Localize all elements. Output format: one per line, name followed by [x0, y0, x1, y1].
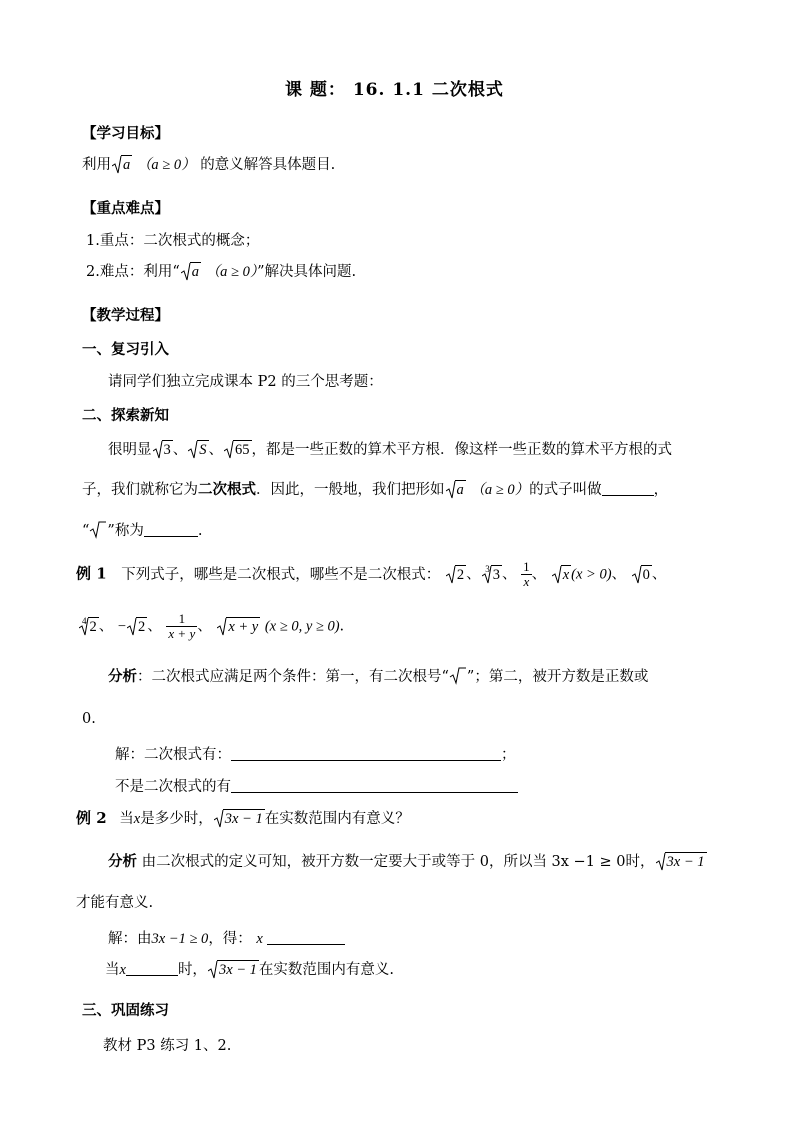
- expr-sqrt-x-plus-y: [217, 617, 260, 637]
- fill-blank[interactable]: [602, 481, 654, 496]
- expr-sqrt-2: [446, 565, 466, 585]
- expr-neg-sqrt-2: [127, 617, 147, 637]
- fill-blank[interactable]: [267, 930, 345, 945]
- part1-text: 请同学们独立完成课本 P2 的三个思考题：: [108, 374, 383, 390]
- condition: （a ≥ 0）: [205, 264, 258, 280]
- solution-2-label: 不是二次根式的有: [115, 779, 231, 795]
- key-point-1: 1.重点：二次根式的概念；: [86, 233, 260, 249]
- example1-solution-1: [115, 745, 516, 765]
- radicand: 2: [89, 618, 97, 635]
- quote-open: “: [82, 523, 90, 539]
- analysis-text-2: ”；第二，被开方数是正数或: [466, 669, 649, 685]
- solution-1-label: 解：二次根式有：: [115, 747, 231, 763]
- example1-solution-2: [115, 777, 518, 797]
- radicand: 0: [642, 566, 650, 583]
- analysis-label: 分析: [108, 668, 137, 685]
- part1-heading: 一、复习引入: [82, 341, 169, 358]
- expr-sqrt-x: [552, 565, 571, 585]
- radicand: 2: [138, 618, 146, 635]
- expr-sqrt-0: [632, 565, 652, 585]
- example2-line: [76, 808, 410, 829]
- analysis-text: 由二次根式的定义可知，被开方数一定要大于或等于 0，所以当 3x −1 ≥ 0时，: [141, 854, 655, 870]
- numerator: 1: [166, 612, 197, 627]
- part2-para1: [108, 440, 672, 460]
- separator: 、: [531, 566, 547, 583]
- separator: 、: [197, 618, 212, 635]
- solution-mid: ，得：: [208, 931, 252, 947]
- expr-frac-1-x: [521, 560, 532, 589]
- variable: x: [256, 931, 263, 947]
- separator: 、: [147, 618, 162, 635]
- example2-analysis-cont: 才能有意义.: [76, 895, 154, 911]
- radicand: a: [123, 157, 131, 173]
- sqrt-65: [224, 440, 252, 460]
- para1-post: ，都是一些正数的算术平方根．像这样一些正数的算术平方根的式: [251, 442, 672, 458]
- para3-post: ”称为: [107, 523, 144, 539]
- radicand: 3x − 1: [224, 811, 263, 827]
- conclusion-mid: 时，: [177, 962, 207, 978]
- radicand: 3x − 1: [218, 962, 257, 978]
- part2-heading: 二、探索新知: [82, 407, 169, 424]
- expr-frac-1-xy: [166, 612, 197, 641]
- radicand: 3: [492, 566, 500, 583]
- separator: 、: [502, 566, 517, 583]
- separator: 、: [98, 618, 114, 635]
- example2-solution: [108, 929, 345, 949]
- radicand: 3x − 1: [666, 854, 705, 870]
- example2-mid: 是多少时，: [140, 811, 213, 827]
- objective-pre: 利用: [82, 157, 111, 173]
- numerator: 1: [523, 559, 530, 574]
- radicand: 2: [456, 566, 465, 583]
- para3-end: .: [197, 523, 203, 539]
- root-index: 3: [485, 563, 490, 574]
- conclusion-post: 在实数范围内有意义.: [258, 962, 395, 978]
- solution-pre: 解：由: [108, 931, 152, 947]
- example2-conclusion: [105, 960, 394, 980]
- variable: x: [133, 811, 141, 827]
- separator: 、: [208, 442, 223, 458]
- radicand: 65: [235, 442, 250, 458]
- example1-analysis-cont: 0.: [82, 711, 96, 727]
- example2-pre: 当: [119, 811, 134, 827]
- expr-sqrt-3x-1: [656, 852, 707, 872]
- fill-blank[interactable]: [144, 522, 198, 537]
- example1-line1: [76, 560, 666, 589]
- key-point-2-post: ”解决具体问题.: [257, 264, 357, 280]
- semicolon: ；: [501, 747, 516, 763]
- example1-analysis: [108, 667, 648, 687]
- section-heading-key-points: 【重点难点】: [82, 200, 169, 217]
- part2-para2: [82, 480, 668, 500]
- expr-sqrt-3x-1: [214, 809, 265, 829]
- example1-text: 下列式子，哪些是二次根式，哪些不是二次根式：: [121, 566, 441, 583]
- radicand: 3: [163, 442, 171, 458]
- separator: 、: [466, 566, 481, 583]
- fill-blank[interactable]: [231, 746, 501, 761]
- part3-heading: 三、巩固练习: [82, 1002, 169, 1019]
- para2-post: 的式子叫做: [529, 482, 602, 498]
- key-point-2-pre: 2.难点：利用“: [86, 264, 180, 280]
- condition: (x ≥ 0, y ≥ 0): [264, 618, 340, 635]
- radical-sign-icon: [89, 521, 107, 539]
- sqrt-a: [446, 480, 466, 500]
- separator: 、: [172, 442, 188, 458]
- example2-label: 例 2: [76, 809, 107, 827]
- radicand: S: [199, 442, 207, 458]
- example1-label: 例 1: [76, 564, 107, 583]
- expr-root4-2: [79, 617, 99, 637]
- sqrt-a: [112, 155, 132, 175]
- denominator: x: [523, 574, 530, 589]
- part3-text: 教材 P3 练习 1、2.: [103, 1038, 232, 1054]
- radicand: a: [191, 264, 199, 280]
- minus-sign: −: [117, 618, 127, 635]
- inequality: 3x −1 ≥ 0: [151, 931, 209, 947]
- analysis-label: 分析: [108, 853, 137, 870]
- para2-mid: ．因此，一般地，我们把形如: [256, 482, 445, 498]
- fill-blank[interactable]: [126, 961, 178, 976]
- section-heading-objectives: 【学习目标】: [82, 125, 169, 142]
- objective-text: [82, 155, 335, 175]
- para2-pre: 子，我们就称它为: [82, 482, 198, 498]
- sqrt-a: [181, 262, 201, 282]
- denominator: x + y: [168, 626, 196, 641]
- page-title: 课 题： 16. 1.1 二次根式: [285, 80, 504, 100]
- condition: (x > 0): [571, 566, 612, 583]
- example1-line2: [82, 612, 344, 641]
- example2-post: 在实数范围内有意义？: [264, 811, 410, 827]
- separator: 、: [611, 566, 627, 583]
- para2-end: ，: [653, 482, 669, 498]
- fill-blank[interactable]: [231, 778, 518, 793]
- part2-para3: [82, 521, 202, 541]
- expr-sqrt-3x-1: [208, 960, 259, 980]
- radical-sign-icon: [449, 667, 467, 685]
- term-quadratic-radical: 二次根式: [198, 481, 256, 498]
- separator: 、: [651, 566, 667, 583]
- radicand: x + y: [228, 618, 259, 635]
- para1-pre: 很明显: [108, 442, 152, 458]
- radicand: a: [456, 482, 464, 498]
- expr-cbrt-3: [482, 565, 502, 585]
- condition: （a ≥ 0）: [470, 482, 530, 498]
- example2-analysis: [108, 852, 707, 872]
- radicand: x: [562, 566, 570, 583]
- analysis-text: ：二次根式应满足两个条件：第一，有二次根号“: [137, 669, 449, 685]
- objective-post: 的意义解答具体题目.: [200, 157, 336, 173]
- variable: x: [119, 962, 126, 978]
- period: .: [339, 618, 345, 635]
- section-heading-process: 【教学过程】: [82, 307, 169, 324]
- sqrt-s: [188, 440, 208, 460]
- condition: （a ≥ 0）: [136, 157, 196, 173]
- conclusion-pre: 当: [105, 962, 120, 978]
- root-index: 4: [82, 615, 87, 626]
- sqrt-3: [153, 440, 173, 460]
- key-point-2: [86, 262, 356, 282]
